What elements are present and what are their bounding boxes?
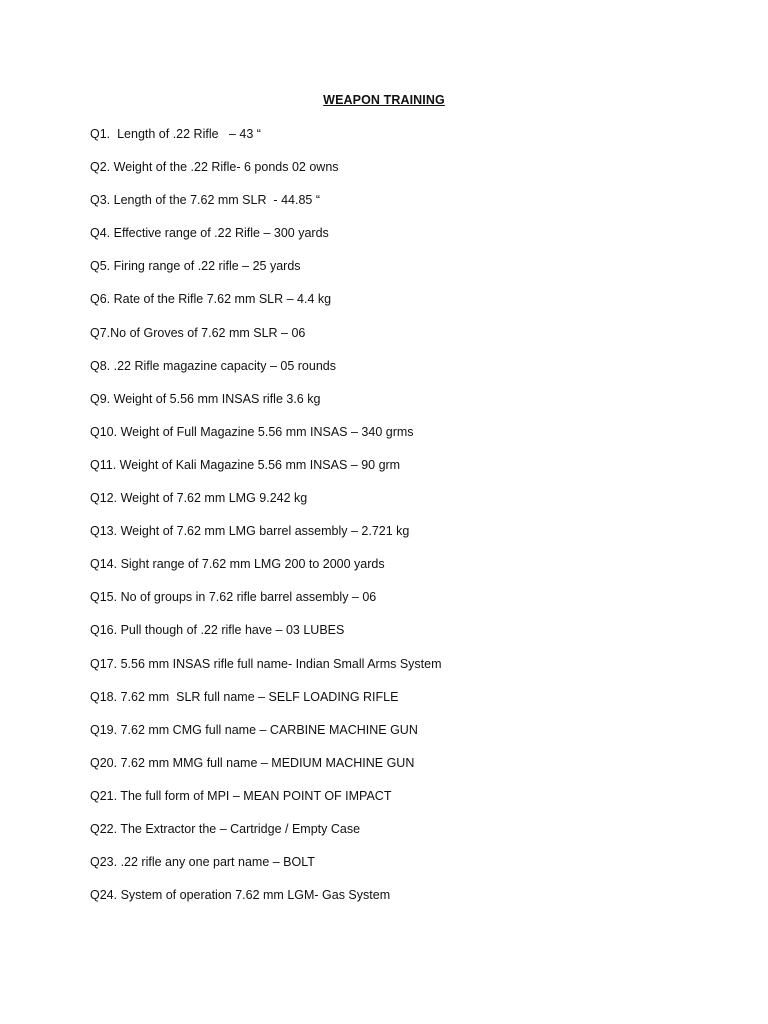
question-item: Q23. .22 rifle any one part name – BOLT: [90, 855, 315, 870]
question-item: Q19. 7.62 mm CMG full name – CARBINE MACHINE GUN: [90, 722, 418, 737]
question-item: Q22. The Extractor the – Cartridge / Empty Case: [90, 821, 361, 836]
question-item: Q16. Pull though of .22 rifle have – 03 LUBES: [90, 623, 345, 638]
question-item: Q20. 7.62 mm MMG full name – MEDIUM MACHINE GUN: [90, 755, 415, 770]
question-item: Q21. The full form of MPI – MEAN POINT OF IMPACT: [90, 788, 392, 803]
question-item: Q12. Weight of 7.62 mm LMG 9.242 kg: [90, 491, 308, 506]
question-item: Q18. 7.62 mm SLR full name – SELF LOADING RIFLE: [90, 689, 399, 704]
question-item: Q11. Weight of Kali Magazine 5.56 mm INSAS – 90 grm: [90, 457, 401, 472]
question-item: Q15. No of groups in 7.62 rifle barrel assembly – 06: [90, 590, 377, 605]
question-item: Q4. Effective range of .22 Rifle – 300 yards: [90, 226, 329, 241]
page-title: WEAPON TRAINING: [323, 93, 445, 107]
question-item: Q14. Sight range of 7.62 mm LMG 200 to 2000 yards: [90, 557, 385, 572]
question-item: Q9. Weight of 5.56 mm INSAS rifle 3.6 kg: [90, 391, 321, 406]
question-item: Q24. System of operation 7.62 mm LGM- Gas System: [90, 888, 391, 903]
question-item: Q10. Weight of Full Magazine 5.56 mm INSAS – 340 grms: [90, 424, 414, 439]
question-item: Q3. Length of the 7.62 mm SLR - 44.85 “: [90, 193, 320, 208]
question-list: [90, 126, 730, 920]
question-item: Q17. 5.56 mm INSAS rifle full name- Indian Small Arms System: [90, 656, 442, 671]
question-item: Q1. Length of .22 Rifle – 43 “: [90, 127, 261, 141]
question-item: Q7.No of Groves of 7.62 mm SLR – 06: [90, 325, 306, 340]
question-item: Q6. Rate of the Rifle 7.62 mm SLR – 4.4 kg: [90, 292, 332, 307]
question-item: Q13. Weight of 7.62 mm LMG barrel assembly – 2.721 kg: [90, 524, 410, 539]
question-item: Q8. .22 Rifle magazine capacity – 05 rounds: [90, 358, 336, 373]
question-item: Q5. Firing range of .22 rifle – 25 yards: [90, 259, 301, 274]
question-item: Q2. Weight of the .22 Rifle- 6 ponds 02 owns: [90, 160, 339, 175]
